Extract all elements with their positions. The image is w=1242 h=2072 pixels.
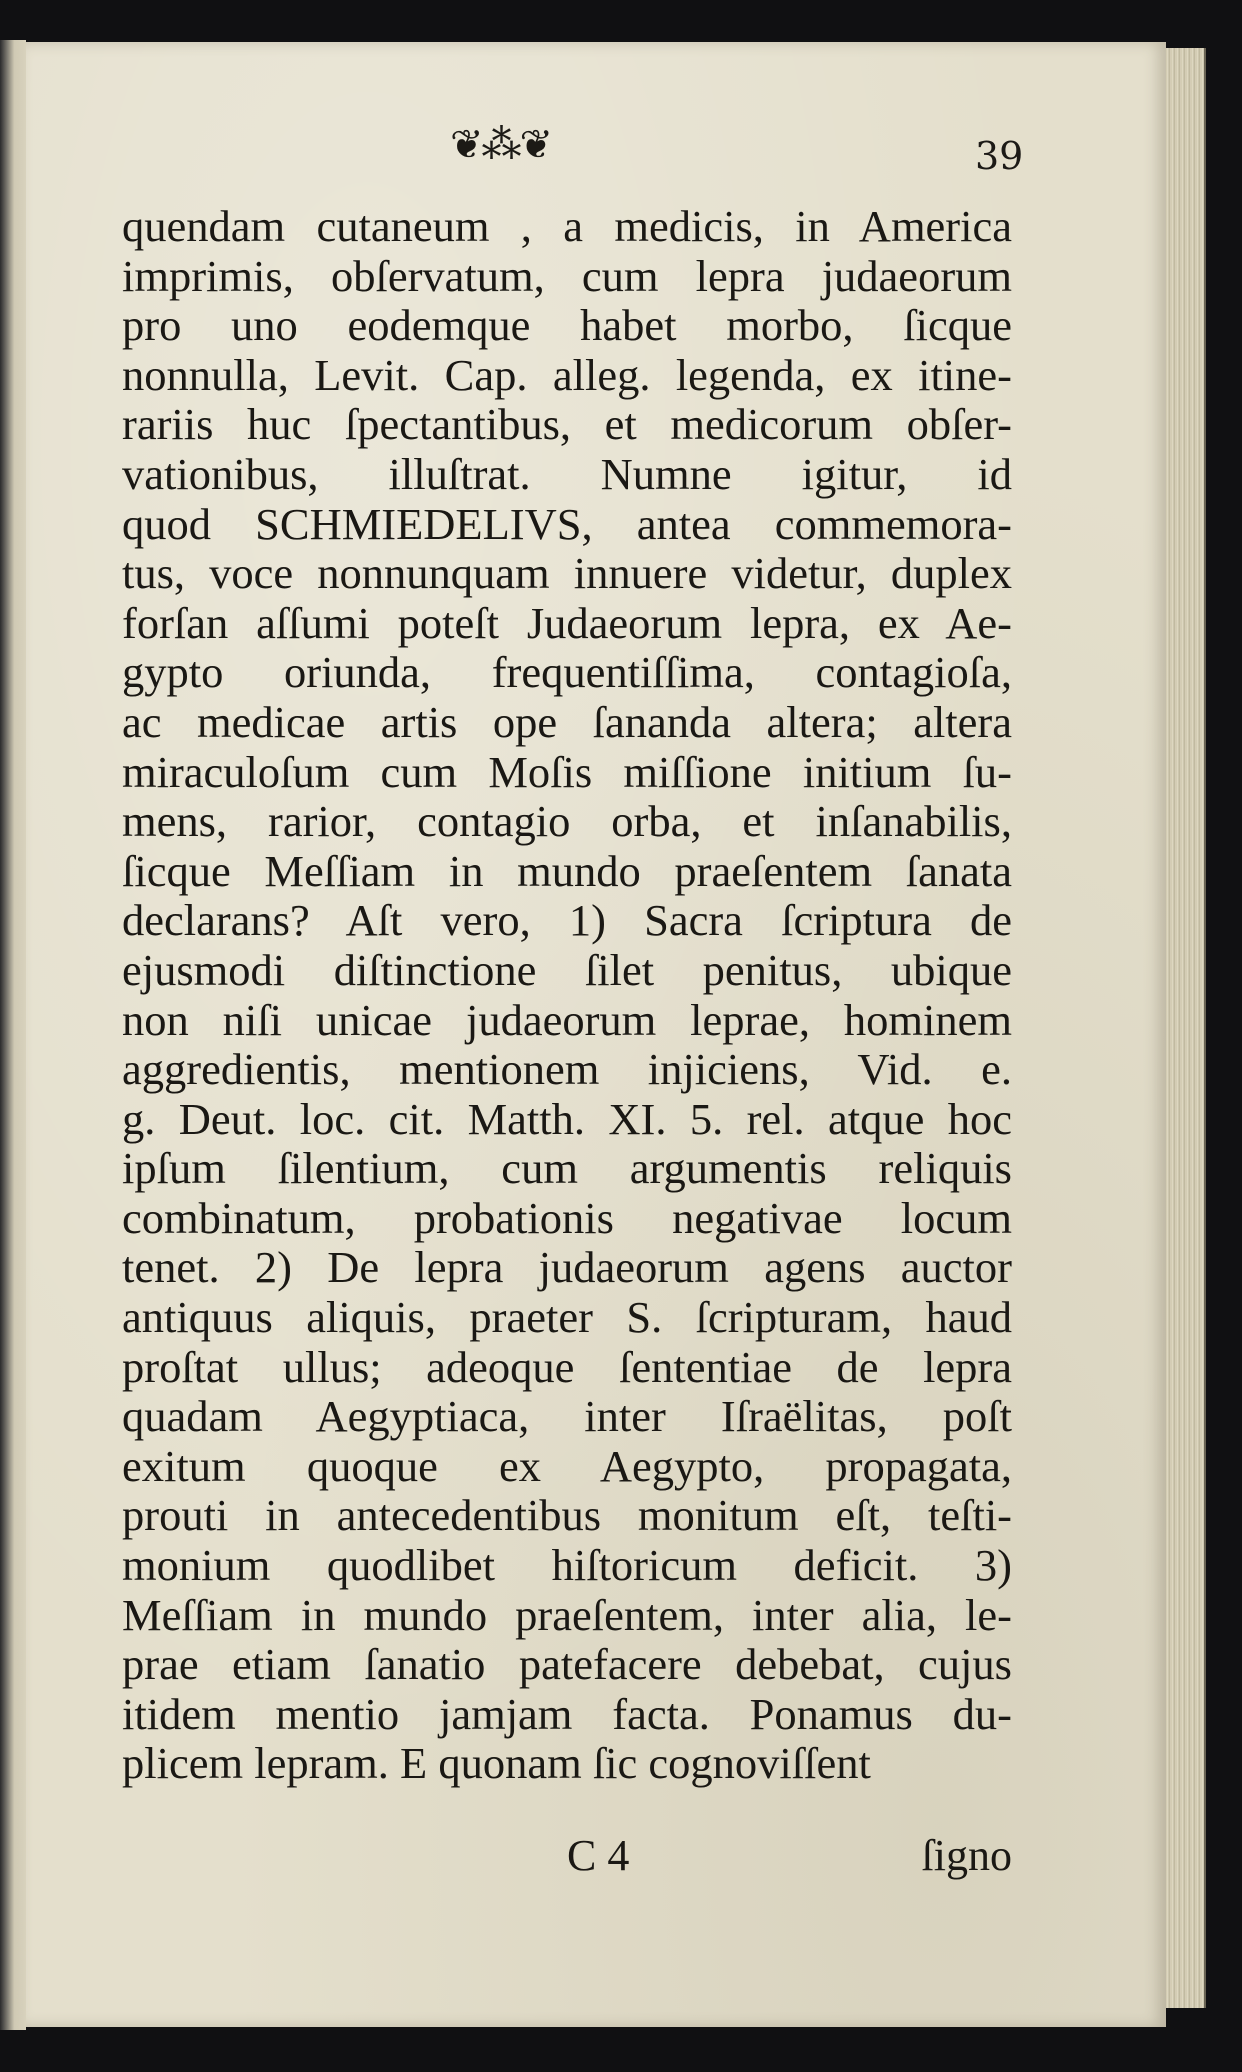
page-stack-edge	[1166, 48, 1206, 2008]
text-line: imprimis, obſervatum, cum lepra judaeorum	[122, 251, 1012, 301]
text-line: antiquus aliquis, praeter S. ſcripturam, haud	[122, 1293, 1012, 1343]
text-line: Meſſiam in mundo praeſentem, inter alia, le-	[122, 1590, 1012, 1640]
page-footer	[122, 1830, 1012, 1890]
text-line: prae etiam ſanatio patefacere debebat, cujus	[122, 1640, 1012, 1690]
text-line: forſan aſſumi poteſt Judaeorum lepra, ex Ae-	[122, 598, 1012, 648]
text-line: vationibus, illuſtrat. Numne igitur, id	[122, 449, 1012, 499]
text-line: combinatum, probationis negativae locum	[122, 1193, 1012, 1243]
text-line: non niſi unicae judaeorum leprae, hominem	[122, 995, 1012, 1045]
text-line: quadam Aegyptiaca, inter Iſraëlitas, poſt	[122, 1392, 1012, 1442]
text-line: declarans? Aſt vero, 1) Sacra ſcriptura de	[122, 896, 1012, 946]
text-line: proſtat ullus; adeoque ſententiae de lepra	[122, 1342, 1012, 1392]
text-line: ac medicae artis ope ſananda altera; altera	[122, 697, 1012, 747]
text-line: rariis huc ſpectantibus, et medicorum obſer-	[122, 400, 1012, 450]
text-line: g. Deut. loc. cit. Matth. XI. 5. rel. atque hoc	[122, 1094, 1012, 1144]
text-line: pro uno eodemque habet morbo, ſicque	[122, 301, 1012, 351]
text-line: exitum quoque ex Aegypto, propagata,	[122, 1441, 1012, 1491]
text-line: plicem lepram. E quonam ſic cognoviſſent	[122, 1739, 871, 1789]
text-line: miraculoſum cum Moſis miſſione initium ſu-	[122, 747, 1012, 797]
text-line: gypto oriunda, frequentiſſima, contagioſa,	[122, 648, 1012, 698]
text-line: quendam cutaneum , a medicis, in America	[122, 202, 1012, 251]
text-line: tenet. 2) De lepra judaeorum agens auctor	[122, 1243, 1012, 1293]
text-line: mens, rarior, contagio orba, et inſanabilis,	[122, 797, 1012, 847]
page-header	[120, 118, 1024, 178]
page-number: 39	[975, 134, 1024, 178]
text-line: itidem mentio jamjam facta. Ponamus du-	[122, 1689, 1012, 1739]
text-line: nonnulla, Levit. Cap. alleg. legenda, ex itine-	[122, 350, 1012, 400]
text-line: ipſum ſilentium, cum argumentis reliquis	[122, 1144, 1012, 1194]
text-line: ejusmodi diſtinctione ſilet penitus, ubique	[122, 945, 1012, 995]
text-line: aggredientis, mentionem injiciens, Vid. e.	[122, 1045, 1012, 1095]
signature-mark: C 4	[567, 1831, 630, 1880]
catchword: ſigno	[921, 1831, 1012, 1880]
text-line: tus, voce nonnunquam innuere videtur, duplex	[122, 549, 1012, 599]
text-line: quod SCHMIEDELIVS, antea commemora-	[122, 499, 1012, 549]
text-line: ſicque Meſſiam in mundo praeſentem ſanata	[122, 846, 1012, 896]
text-line: prouti in antecedentibus monitum eſt, teſti-	[122, 1491, 1012, 1541]
text-line: monium quodlibet hiſtoricum deficit. 3)	[122, 1541, 1012, 1591]
previous-page-edge	[0, 40, 26, 2030]
header-ornament: ❦⁂❦	[450, 122, 552, 168]
body-text	[122, 202, 1012, 1789]
